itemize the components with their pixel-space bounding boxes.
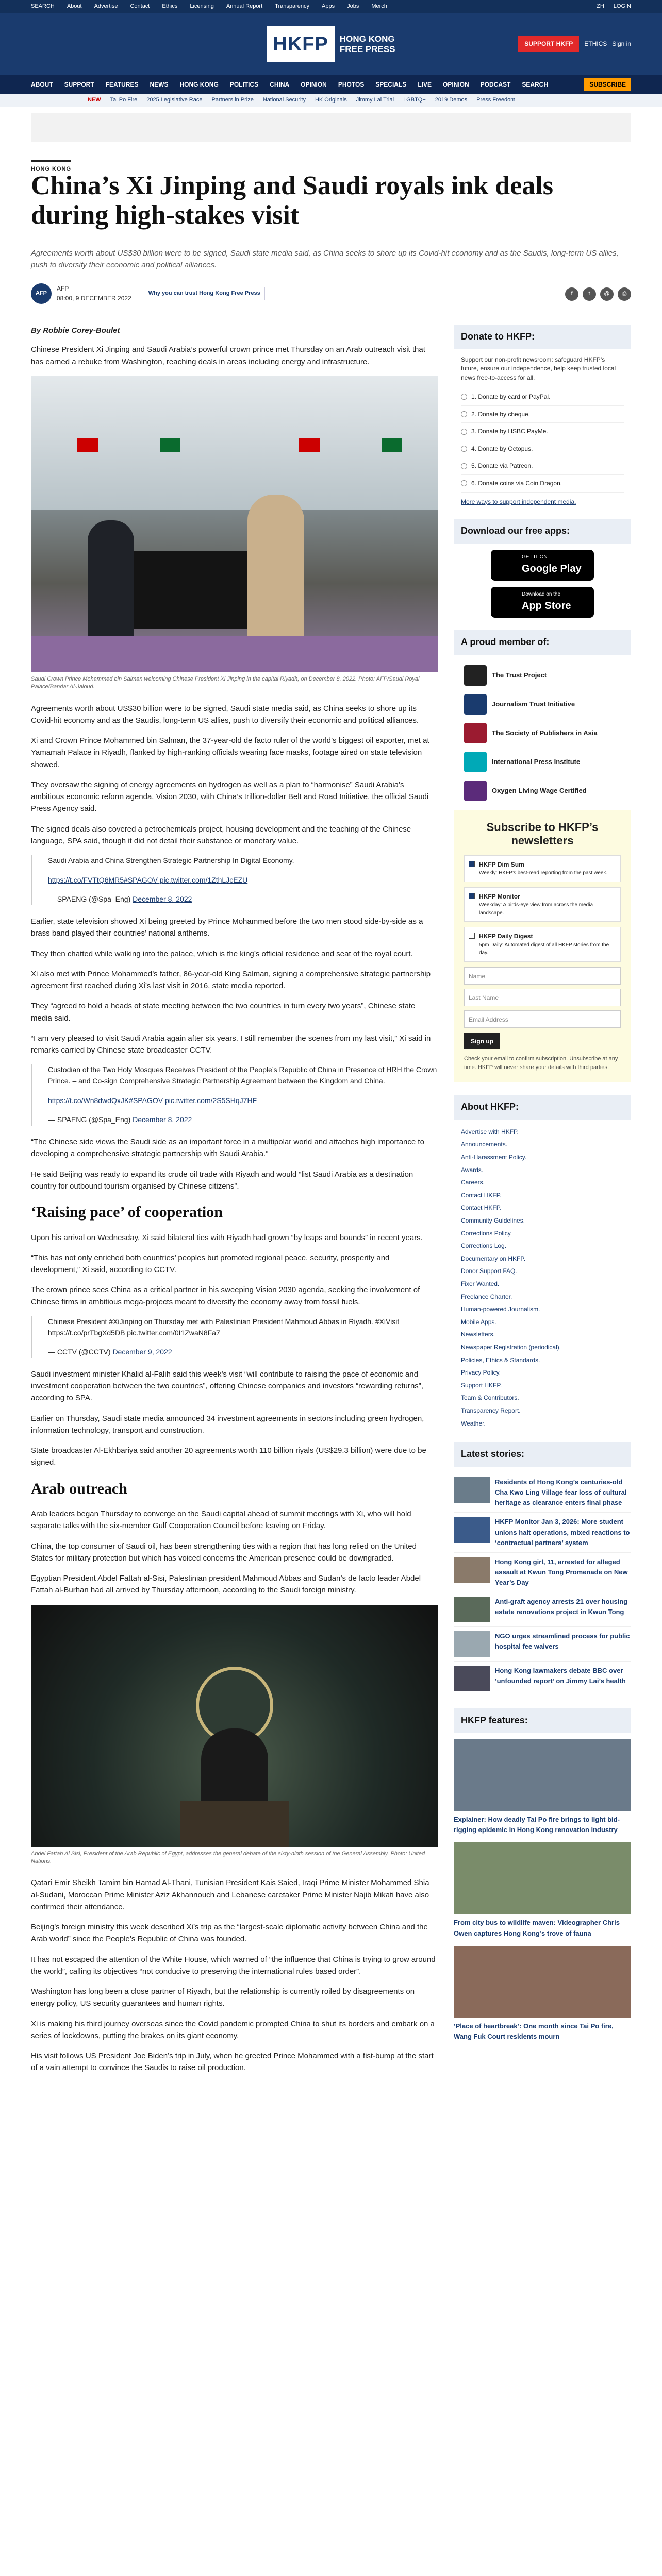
trust-link[interactable]: Why you can trust Hong Kong Free Press (144, 287, 265, 300)
email-icon[interactable]: @ (600, 287, 614, 301)
contact-link[interactable]: Contact (130, 3, 150, 10)
paragraph: Washington has long been a close partner of Riyadh, but the relationship is currently roiled by disagreements on energy policy, US security guarantees and human rights. (31, 1987, 415, 2008)
member-label: The Trust Project (492, 671, 547, 679)
radio-icon (461, 411, 467, 417)
topic-link[interactable]: National Security (262, 97, 306, 104)
nav-about[interactable]: ABOUT (31, 80, 53, 88)
about-link[interactable]: Awards. (461, 1166, 484, 1174)
flag-icon (382, 438, 402, 452)
radio-icon (461, 429, 467, 435)
jti-icon (464, 694, 487, 715)
member-org[interactable] (454, 661, 631, 690)
donate-option-label: 3. Donate by HSBC PayMe. (471, 428, 548, 435)
sopa-icon (464, 723, 487, 743)
topic-link[interactable]: 2025 Legislative Race (146, 97, 203, 104)
tweet-date[interactable]: December 8, 2022 (133, 895, 192, 904)
tweet-link[interactable]: https://t.co/Wn8dwdQxJK#SPAGOV pic.twitter.com/2S5SHqJ7HF (48, 1096, 257, 1105)
paragraph: Saudi investment minister Khalid al-Falih said this week’s visit “will contribute to raising the pace of economic and investment cooperation between the two countries”, offering Chinese companies and investors “rewarding returns”, according to SPA. (31, 1369, 423, 1403)
about-title: About HKFP: (454, 1095, 631, 1120)
badge-small: Download on the (522, 591, 561, 597)
member-title: A proud member of: (454, 630, 631, 655)
donate-option-label: 4. Donate by Octopus. (471, 445, 533, 452)
badge-small: GET IT ON (522, 554, 548, 560)
nl-desc: Weekday: A birds-eye view from across the media landscape. (479, 902, 593, 916)
topic-link[interactable]: Partners in Prize (211, 97, 254, 104)
article-body (31, 325, 438, 2082)
paragraph: Chinese President Xi Jinping and Saudi Arabia’s powerful crown prince met Thursday on an Arab outreach visit that has earned a rebuke from Washington, reaching deals in areas including energy and infrastructure. (31, 345, 425, 366)
topic-subnav (0, 94, 662, 107)
tweet-link[interactable]: https://t.co/FVTtQ6MR5#SPAGOV pic.twitter.com/1ZthLJcEZU (48, 875, 248, 884)
ipi-icon (464, 752, 487, 772)
paragraph: “The Chinese side views the Saudi side as an important force in a multipolar world and attaches high importance to developing a comprehensive strategic partnership with Saudi Arabia.” (31, 1138, 424, 1159)
about-links (454, 1126, 631, 1430)
paragraph: The crown prince sees China as a critical partner in his sweeping Vision 2030 agenda, seeking the involvement of Chinese firms in ambitious mega-projects meant to diversify the economy away from fossil fuels. (31, 1285, 420, 1307)
member-org[interactable] (454, 748, 631, 776)
byline (31, 283, 265, 304)
name-input[interactable]: Name (464, 967, 621, 985)
feature-title: ‘Place of heartbreak’: One month since Tai Po fire, Wang Fuk Court residents mourn (454, 2022, 614, 2040)
donate-more-link[interactable]: More ways to support independent media. (461, 498, 576, 505)
radio-icon (461, 463, 467, 469)
newsletter-option[interactable] (464, 927, 621, 962)
flag-icon (77, 438, 98, 452)
embedded-tweet (31, 855, 438, 905)
about-link[interactable]: Documentary on HKFP. (461, 1255, 526, 1262)
nav-china[interactable]: CHINA (270, 80, 290, 88)
nav-opinion[interactable]: OPINION (301, 80, 327, 88)
trust-project-icon (464, 665, 487, 686)
checkbox-icon[interactable] (469, 893, 475, 899)
photo-person (247, 495, 304, 659)
about-link[interactable]: Policies, Ethics & Standards. (461, 1356, 540, 1364)
radio-icon (461, 446, 467, 452)
about-link[interactable]: Human-powered Journalism. (461, 1306, 540, 1313)
donate-options (454, 388, 631, 493)
byline-meta (57, 284, 131, 303)
donate-title: Donate to HKFP: (454, 325, 631, 349)
tweet-author: — SPAENG (@Spa_Eng) (48, 1115, 131, 1124)
member-org[interactable] (454, 719, 631, 748)
latest-story[interactable] (454, 1553, 631, 1592)
login-link[interactable]: LOGIN (613, 3, 631, 10)
about-link[interactable]: Team & Contributors. (461, 1394, 519, 1402)
nav-specials[interactable]: SPECIALS (375, 80, 407, 88)
paragraph: The signed deals also covered a petrochemicals project, housing development and the teaching of the Chinese language, SPA said, though it did not detail their substance or monetary value. (31, 824, 411, 845)
about-link[interactable]: Support HKFP. (461, 1381, 502, 1389)
about-link[interactable]: Careers. (461, 1179, 485, 1187)
byline-source[interactable]: AFP (57, 285, 69, 293)
topic-link[interactable]: Tai Po Fire (110, 97, 138, 104)
article-photo-2 (31, 1605, 438, 1847)
member-label: International Press Institute (492, 757, 581, 766)
merch-link[interactable]: Merch (371, 3, 387, 10)
advert-slot (31, 113, 631, 142)
story-thumb (454, 1477, 490, 1503)
article-headline: China’s Xi Jinping and Saudi royals ink deals during high-stakes visit (31, 171, 553, 230)
member-label: The Society of Publishers in Asia (492, 728, 598, 737)
about-link[interactable]: Anti-Harassment Policy. (461, 1154, 527, 1161)
flag-icon (299, 438, 320, 452)
transparency-link[interactable]: Transparency (275, 3, 309, 10)
apps-title: Download our free apps: (454, 519, 631, 544)
about-link[interactable]: Contact HKFP. (461, 1204, 502, 1212)
about-link[interactable]: Announcements. (461, 1141, 508, 1148)
print-icon[interactable]: ⎙ (618, 287, 631, 301)
paragraph: Xi also met with Prince Mohammed’s father, 86-year-old King Salman, signing a comprehensive strategic partnership agreement first reached during Xi’s last visit in 2016, state media reported. (31, 969, 431, 991)
tweet-author: — CCTV (@CCTV) (48, 1348, 111, 1357)
paragraph: Earlier on Thursday, Saudi state media announced 34 investment agreements in sectors including green hydrogen, information technology, transport and construction. (31, 1414, 424, 1435)
licensing-link[interactable]: Licensing (190, 3, 214, 10)
about-link[interactable]: Newspaper Registration (periodical). (461, 1343, 561, 1351)
paragraph: They then chatted while walking into the palace, which is the king’s official residence and seat of the royal court. (31, 949, 413, 958)
donate-option[interactable] (461, 457, 624, 475)
paragraph: He said Beijing was ready to expand its crude oil trade with Riyadh and would “list Saudi Arabia as a destination country for outbound tourism organised by Chinese citizens”. (31, 1170, 413, 1191)
tweet-text: Saudi Arabia and China Strengthen Strategic Partnership In Digital Economy. (48, 856, 294, 865)
paragraph: His visit follows US President Joe Biden’s trip in July, when he greeted Prince Mohammed with a fist-bump at the start of a vain attempt to convince the Saudis to raise oil production. (31, 2052, 434, 2073)
about-link[interactable]: Freelance Charter. (461, 1293, 512, 1300)
app-store-badge[interactable] (491, 587, 594, 618)
member-org[interactable] (454, 776, 631, 805)
story-thumb (454, 1557, 490, 1583)
article-photo (31, 376, 438, 672)
oxygen-icon (464, 781, 487, 801)
tweet-date[interactable]: December 9, 2022 (112, 1348, 172, 1357)
donate-option[interactable] (461, 406, 624, 423)
paragraph: “This has not only enriched both countries’ peoples but promoted regional peace, security, prosperity and development,” Xi said, according to CCTV. (31, 1253, 390, 1275)
paragraph: “I am very pleased to visit Saudi Arabia again after six years. I still remember the scenes from my last visit,” Xi said in remarks carried by Chinese state broadcaster CCTV. (31, 1033, 431, 1055)
photo-caption: Abdel Fattah Al Sisi, President of the Arab Republic of Egypt, addresses the general debate of the sixty-ninth session of the General Assembly. Photo: United Nations. (31, 1850, 425, 1865)
donate-option[interactable] (461, 475, 624, 493)
paragraph: Beijing’s foreign ministry this week described Xi’s trip as the “largest-scale diplomatic activity between China and the Arab world” since the People’s Republic of China was founded. (31, 1923, 428, 1944)
radio-icon (461, 480, 467, 486)
story-title: Residents of Hong Kong’s centuries-old Cha Kwo Ling Village fear loss of cultural heritage as clearance enters final phase (495, 1478, 627, 1507)
language-link[interactable]: ZH (597, 3, 604, 10)
feature-thumb (454, 1842, 631, 1914)
story-title: Hong Kong lawmakers debate BBC over ‘unfounded report’ on Jimmy Lai’s health (495, 1667, 626, 1685)
subheading: Arab outreach (31, 1480, 127, 1497)
tweet-text: Chinese President #XiJinping on Thursday met with Palestinian President Mahmoud Abbas in Riyadh. #XiVisit https://t.co/prTbgXd5DB pic.twitter.com/0I1ZwaN8Fa7 (48, 1317, 400, 1337)
nav-search[interactable]: SEARCH (522, 80, 548, 88)
feature-thumb (454, 1946, 631, 2018)
nl-desc: Weekly: HKFP’s best-read reporting from the past week. (479, 870, 608, 876)
checkbox-icon[interactable] (469, 933, 475, 939)
top-utility-bar (0, 0, 662, 13)
about-link[interactable]: Fixer Wanted. (461, 1280, 500, 1287)
embedded-tweet (31, 1316, 438, 1358)
paragraph: Upon his arrival on Wednesday, Xi said bilateral ties with Riyadh had grown “by leaps and bounds” in recent years. (31, 1233, 423, 1242)
new-badge: NEW (88, 97, 101, 104)
about-link[interactable]: Privacy Policy. (461, 1369, 501, 1377)
story-thumb (454, 1597, 490, 1622)
story-thumb (454, 1517, 490, 1543)
flag-icon (160, 438, 180, 452)
share-buttons (565, 287, 631, 301)
jobs-link[interactable]: Jobs (347, 3, 359, 10)
paragraph: Agreements worth about US$30 billion were to be signed, Saudi state media said, as China seeks to shore up its Covid-hit economy and as the Saudis, long-term US allies, push to diversify their economic and political alliances. (31, 704, 419, 725)
signup-button[interactable]: Sign up (464, 1033, 500, 1049)
topic-link[interactable]: 2019 Demos (435, 97, 468, 104)
hkfp-logo[interactable] (267, 26, 395, 63)
nav-opinion-2[interactable]: OPINION (442, 80, 469, 88)
header-actions (518, 36, 631, 52)
author-line: By Robbie Corey-Boulet (31, 326, 120, 335)
about-link[interactable]: Weather. (461, 1419, 486, 1427)
about-link[interactable]: Corrections Log. (461, 1242, 507, 1250)
annual-report-link[interactable]: Annual Report (226, 3, 263, 10)
donate-text: Support our non-profit newsroom: safeguard HKFP’s future, ensure our independence, help keep trusted local news free-to-access for all. (461, 355, 616, 381)
donate-option[interactable] (461, 440, 624, 458)
story-title: HKFP Monitor Jan 3, 2026: More student unions halt operations, mixed reactions to ‘contractual partners’ system (495, 1518, 630, 1547)
photo-person (88, 520, 134, 649)
features-title: HKFP features: (454, 1708, 631, 1733)
paragraph: Arab leaders began Thursday to converge on the Saudi capital ahead of summit meetings with Xi, who will hold separate talks with the six-member Gulf Cooperation Council before leaving on Friday. (31, 1510, 411, 1531)
embedded-tweet (31, 1064, 438, 1126)
donate-option-label: 2. Donate by cheque. (471, 410, 531, 418)
member-org[interactable] (454, 690, 631, 719)
about-link[interactable]: Contact HKFP. (461, 1191, 502, 1199)
latest-story[interactable] (454, 1592, 631, 1627)
about-link[interactable]: Advertise with HKFP. (461, 1128, 519, 1136)
member-label: Journalism Trust Initiative (492, 700, 575, 708)
donate-option[interactable] (461, 423, 624, 440)
feature-thumb (454, 1739, 631, 1811)
feature-story[interactable] (454, 1842, 631, 1938)
feature-story[interactable] (454, 1739, 631, 1835)
tweet-author: — SPAENG (@Spa_Eng) (48, 895, 131, 904)
paragraph: State broadcaster Al-Ekhbariya said another 20 agreements worth 110 billion riyals (US$29.3 billion) were due to be signed. (31, 1446, 426, 1467)
nav-photos[interactable]: PHOTOS (338, 80, 365, 88)
paragraph: Xi is making his third journey overseas since the Covid pandemic prompted China to shut its borders and embark on a series of lockdowns, putting the brakes on its giant economy. (31, 2019, 435, 2040)
about-link[interactable]: Mobile Apps. (461, 1318, 496, 1326)
paragraph: They “agreed to hold a heads of state meeting between the two countries in turn every two years”, Chinese state media said. (31, 1002, 416, 1023)
donate-option-label: 5. Donate via Patreon. (471, 462, 533, 470)
nl-name: HKFP Daily Digest (479, 933, 533, 940)
apps-link[interactable]: Apps (322, 3, 335, 10)
nl-name: HKFP Dim Sum (479, 860, 524, 868)
checkbox-icon[interactable] (469, 861, 475, 867)
logo-wordmark (340, 34, 395, 54)
logo-mark: HKFP (267, 26, 334, 63)
tweet-text: Custodian of the Two Holy Mosques Receives President of the People’s Republic of China in Presence of HRH the Crown Prince. – and Co-sign Comprehensive Strategic Partnership Agreement between the Kingdom and China. (48, 1065, 437, 1086)
photo-carpet (31, 636, 438, 672)
email-input[interactable]: Email Address (464, 1010, 621, 1028)
nav-hong-kong[interactable]: HONG KONG (179, 80, 219, 88)
photo-podium (180, 1801, 289, 1847)
support-button[interactable]: SUPPORT HKFP (518, 36, 579, 52)
subscribe-button[interactable]: SUBSCRIBE (584, 78, 631, 92)
topic-link[interactable]: LGBTQ+ (403, 97, 426, 104)
newsletter-note: Check your email to confirm subscription. Unsubscribe at any time. HKFP will never share your details with third parties. (464, 1055, 618, 1071)
nav-news[interactable]: NEWS (150, 80, 169, 88)
paragraph: Earlier, state television showed Xi being greeted by Prince Mohammed before the two men stood side-by-side as a brass band played their countries’ national anthems. (31, 917, 423, 938)
latest-story[interactable] (454, 1662, 631, 1696)
byline-date: 08:00, 9 DECEMBER 2022 (57, 295, 131, 302)
ethics-link[interactable]: Ethics (162, 3, 178, 10)
about-link[interactable]: About (67, 3, 82, 10)
about-link[interactable]: Transparency Report. (461, 1406, 521, 1414)
search-link[interactable]: SEARCH (31, 3, 55, 10)
paragraph: They oversaw the signing of energy agreements on hydrogen as well as a plan to “harmonise” Saudi Arabia’s ambitious economic reform agenda, Vision 2030, with China’s trillion-dollar Belt and Road Initiative, the official Saudi Press Agency said. (31, 780, 429, 814)
section-tag[interactable]: HONG KONG (31, 160, 71, 174)
latest-story[interactable] (454, 1627, 631, 1662)
feature-title: Explainer: How deadly Tai Po fire brings to light bid-rigging epidemic in Hong Kong renovation industry (454, 1816, 620, 1834)
nl-name: HKFP Monitor (479, 892, 520, 900)
latest-title: Latest stories: (454, 1442, 631, 1467)
subheading: ‘Raising pace’ of cooperation (31, 1204, 223, 1221)
story-thumb (454, 1631, 490, 1657)
twitter-icon[interactable]: t (583, 287, 596, 301)
newsletter-option[interactable] (464, 855, 621, 882)
newsletter-option[interactable] (464, 887, 621, 922)
google-play-badge[interactable] (491, 550, 594, 581)
photo-caption: Saudi Crown Prince Mohammed bin Salman welcoming Chinese President Xi Jinping in the capital Riyadh, on December 8, 2022. Photo: AFP/Saudi Royal Palace/Bandar Al-Jaloud. (31, 675, 420, 690)
story-thumb (454, 1666, 490, 1691)
logo-line-2: FREE PRESS (339, 44, 395, 54)
badge-label: Google Play (522, 563, 582, 575)
ethics-header-link[interactable]: ETHICS (584, 40, 607, 47)
badge-label: App Store (522, 600, 571, 612)
newsletter-signup (454, 810, 631, 1082)
paragraph: Xi and Crown Prince Mohammed bin Salman, the 37-year-old de facto ruler of the world’s biggest oil exporter, met at Yamamah Palace in Riyadh, flanked by high-ranking officials wearing face masks, footage aired on state television showed. (31, 736, 429, 769)
feature-title: From city bus to wildlife maven: Videographer Chris Owen captures Hong Kong’s trove of fauna (454, 1919, 620, 1937)
facebook-icon[interactable]: f (565, 287, 578, 301)
topic-link[interactable]: Press Freedom (476, 97, 516, 104)
last-name-input[interactable]: Last Name (464, 989, 621, 1006)
about-link[interactable]: Community Guidelines. (461, 1217, 525, 1224)
sidebar (454, 325, 631, 2049)
paragraph: It has not escaped the attention of the White House, which warned of “the influence that China is trying to grow around the world”, calling its objectives “not conducive to preserving the international rules based order”. (31, 1955, 436, 1976)
site-header (0, 13, 662, 75)
donate-option-label: 1. Donate by card or PayPal. (471, 393, 551, 401)
donate-option[interactable] (461, 388, 624, 406)
signin-link[interactable]: Sign in (612, 40, 631, 47)
topic-link[interactable]: HK Originals (315, 97, 347, 104)
radio-icon (461, 394, 467, 400)
latest-story[interactable] (454, 1513, 631, 1552)
feature-story[interactable] (454, 1946, 631, 2042)
main-nav (0, 75, 662, 94)
about-link[interactable]: Corrections Policy. (461, 1229, 512, 1237)
story-title: NGO urges streamlined process for public hospital fee waivers (495, 1632, 630, 1651)
tweet-date[interactable]: December 8, 2022 (133, 1115, 192, 1124)
nl-desc: 5pm Daily: Automated digest of all HKFP stories from the day. (479, 942, 609, 956)
nav-support[interactable]: SUPPORT (64, 80, 94, 88)
nav-podcast[interactable]: PODCAST (480, 80, 511, 88)
topbar-right (597, 2, 631, 11)
donate-option-label: 6. Donate coins via Coin Dragon. (471, 480, 562, 487)
author-avatar: AFP (31, 283, 52, 304)
latest-story[interactable] (454, 1473, 631, 1513)
about-link[interactable]: Newsletters. (461, 1331, 495, 1338)
paragraph: Qatari Emir Sheikh Tamim bin Hamad Al-Thani, Tunisian President Kais Saied, Iraqi Prime Minister Mohammed Shia al-Sudani, Moroccan Prime Minister Aziz Akhannouch and Lebanese caretaker Prime Minister Najib Mikati have also confirmed their attendance. (31, 1878, 429, 1911)
story-title: Hong Kong girl, 11, arrested for alleged assault at Kwun Tong Promenade on New Year’s Day (495, 1557, 628, 1587)
article-standfirst: Agreements worth about US$30 billion were to be signed, Saudi state media said, as China seeks to shore up its Covid-hit economy and as the Saudis, long-term US allies, push to diversify their economic and political alliances. (31, 249, 619, 270)
paragraph: Egyptian President Abdel Fattah al-Sisi, Palestinian president Mahmoud Abbas and Sudan’s de facto leader Abdel Fattah al-Burhan had all arrived by Thursday afternoon, according to the Saudi foreign ministry. (31, 1574, 421, 1595)
topic-link[interactable]: Jimmy Lai Trial (356, 97, 394, 104)
paragraph: China, the top consumer of Saudi oil, has been strengthening ties with a region that has long relied on the United States for military protection but which has voiced concerns the American presence could be downgraded. (31, 1541, 417, 1563)
nav-live[interactable]: LIVE (418, 80, 432, 88)
advertise-link[interactable]: Advertise (94, 3, 118, 10)
member-label: Oxygen Living Wage Certified (492, 786, 587, 794)
nav-features[interactable]: FEATURES (105, 80, 139, 88)
nav-politics[interactable]: POLITICS (229, 80, 259, 88)
about-link[interactable]: Donor Support FAQ. (461, 1267, 517, 1275)
newsletter-title: Subscribe to HKFP’s newsletters (486, 820, 599, 848)
story-title: Anti-graft agency arrests 21 over housing estate renovations project in Kwun Tong (495, 1598, 628, 1616)
logo-line-1: HONG KONG (339, 34, 395, 44)
